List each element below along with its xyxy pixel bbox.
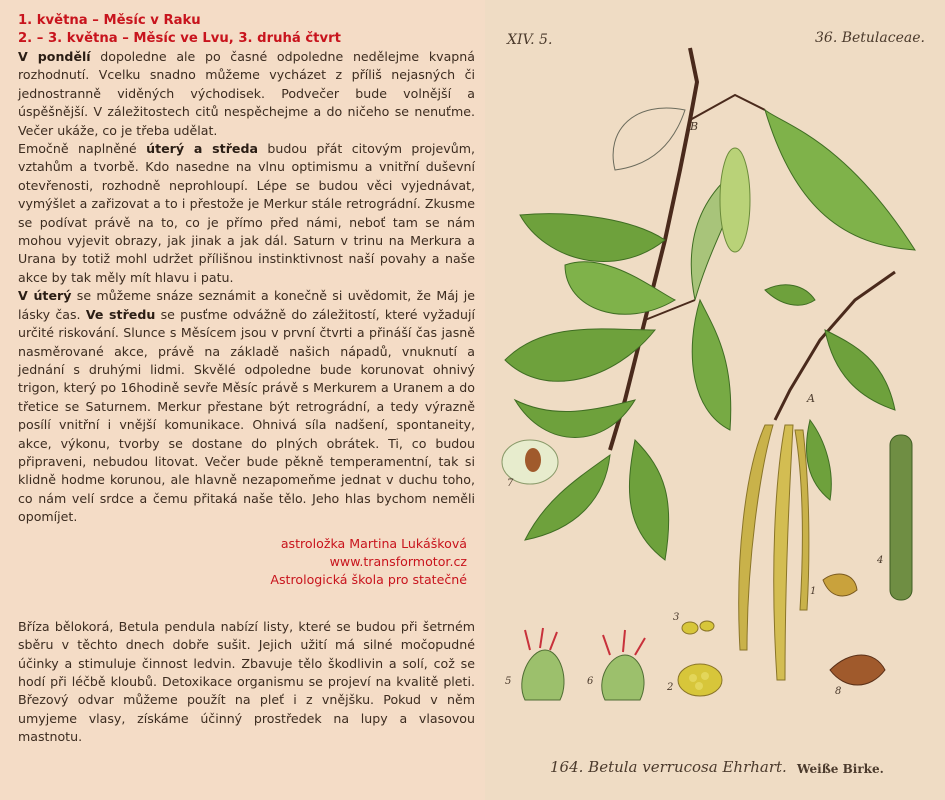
plate-number: XIV. 5. [507,32,553,48]
figure-2 [678,664,722,696]
figure-5 [522,628,564,700]
signature-name: astroložka Martina Lukášková [280,535,467,551]
figure-1 [823,574,857,596]
signature [18,535,475,590]
label-2: 2 [667,682,674,693]
label-3: 3 [673,612,680,623]
paragraph-birch: Bříza bělokorá, Betula pendula nabízí listy, které se budou při šetrném sběru v těchto dnech dobře sušit. Jejich užití má silné močopudné účinky a stimuluje činnost ledvin. Zbavuje tělo škodlivin a solí, což se hodí při léčbě kloubů. Detoxikace organismu se projeví na kvalitě pleti. Březový odvar můžeme použít na pleť i z vnějšku. Pokud v něm umyjeme vlasy, získáme účinný prostředek na lupy a vlasovou mastnotu. [18,618,475,745]
birch-illustration [485,0,945,800]
tue-wed-pre: Emočně naplněné [18,141,147,157]
label-b: B [690,120,699,133]
paragraph-monday [18,48,475,140]
figure-6 [602,630,645,700]
plate-family: 36. Betulaceae. [815,30,925,46]
label-1: 1 [810,586,817,597]
label-4: 4 [877,555,884,566]
wednesday-lead: Ve středu [85,306,156,322]
label-7: 7 [507,478,514,489]
botanical-plate [485,0,945,800]
tuesday-text: se můžeme snáze seznámit a konečně si uvědomit, že Máj je lásky čas. [18,288,475,322]
signature-school: Astrologická škola pro statečné [270,572,467,588]
tue-wed-bold: úterý a středa [146,141,258,157]
paragraph-tuesday [18,287,475,526]
heading-moon-cancer: 1. května – Měsíc v Raku [18,13,201,28]
plate-caption: 164. Betula verrucosa Ehrhart. [550,758,787,776]
heading-moon-leo: 2. – 3. května – Měsíc ve Lvu, 3. druhá čtvrt [18,31,341,46]
figure-8 [830,655,885,685]
label-8: 8 [835,686,842,697]
plate-caption-german: Weiße Birke. [797,762,884,776]
label-6: 6 [587,676,594,687]
monday-lead: V pondělí [18,49,91,64]
figure-3 [682,621,714,634]
tue-wed-text: budou přát citovým projevům, vztahům a tvorbě. Kdo nasedne na vlnu optimismu a vnitřní duševní otevřenosti, rozhodně neprohloupí. Lépe se budou věci vyjednávat, vymýšlet a zařizovat a to i přestože je Merkur stále retrográdní. Zkusme se podívat právě na to, co je přímo před námi, neboť tam se nám mohou vyjevit obrazy, jak jinak a jak dál. Saturn v trinu na Merkura a Urana by totiž mohl udržet přílišnou instinktivnost naší povahy a naše akce by tak měly mít hlavu i patu. [18,141,475,285]
monday-text: dopoledne ale po časné odpoledne nedělejme kvapná rozhodnutí. Vcelku snadno můžeme vycházet z příliš nejasných či jednostranně viděných východisek. Podvečer bude volnější a úspěšnější. V záležitostech citů nespěchejme a do ničeho se nenuťme. Večer ukáže, co je třeba udělat. [18,49,475,138]
signature-website[interactable]: www.transformotor.cz [329,553,467,569]
label-5: 5 [505,676,512,687]
paragraph-tuesday-wednesday [18,140,475,287]
label-a: A [807,392,815,405]
tuesday-lead: V úterý [18,288,72,304]
wednesday-text: se pusťme odvážně do záležitostí, které vyžadují určité riskování. Slunce s Měsícem jsou v první čtvrti a přináší čas jasně nasměrované akce, právě na základě našich nápadů, vnuknutí a jednání s druhými lidmi. Skvělé odpoledne bude korunovat ohnivý trigon, který po 16hodině sevře Měsíc právě s Merkurem a Uranem a do třetice se Saturnem. Merkur přestane být retrográdní, a tedy výrazně posílí vnitřní i vnější komunikace. Ohnivá síla nadšení, spontaneity, akce, výkonu, tvorby se dostane do plných obrátek. Ti, co budou připraveni, nebudou litovat. Večer bude pěkně temperamentní, tak si klidně hodme korunou, ale hlavně nezapomeňme jednat v duchu toho, co nám velí srdce a čemu přitaká naše tělo. Jeho hlas bychom neměli opomíjet. [18,306,476,525]
